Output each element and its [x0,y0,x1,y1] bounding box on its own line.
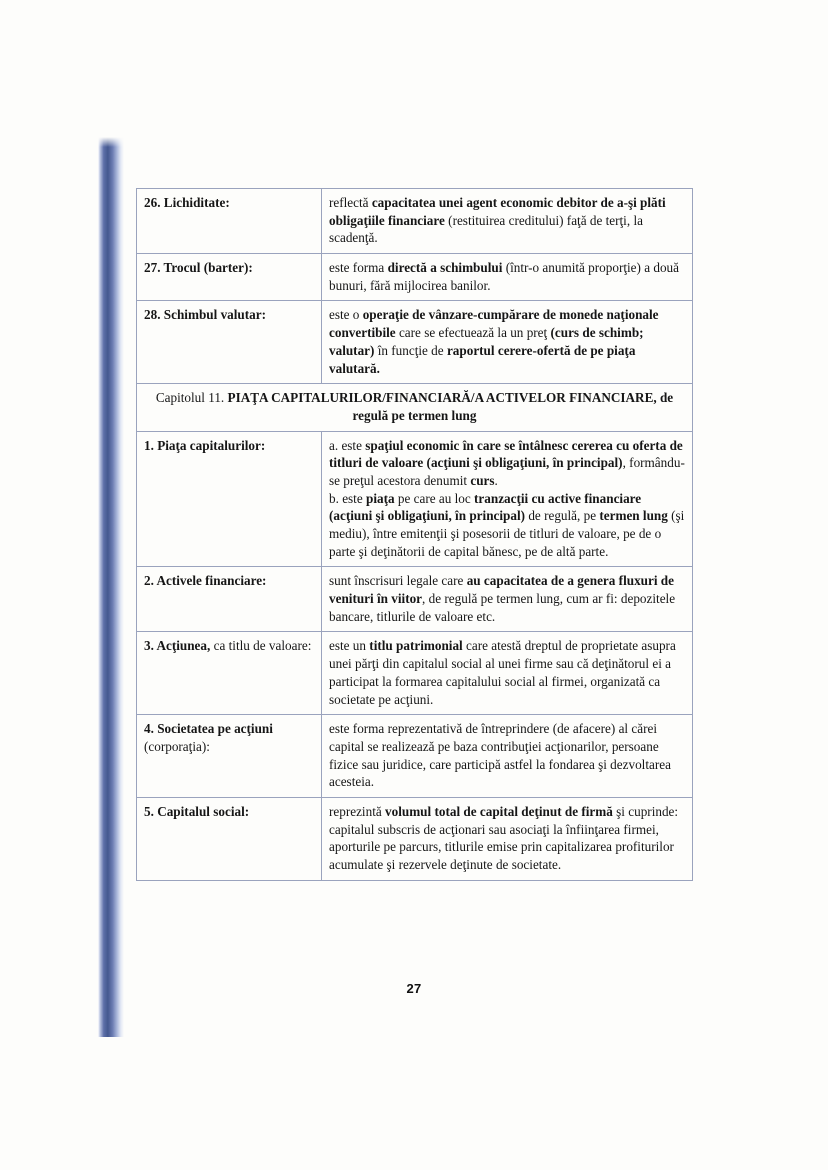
chapter-heading-cell [137,384,693,431]
page-number: 27 [406,981,422,996]
glossary-term-qualifier: ca titlu de valoare: [210,638,312,654]
glossary-definition-cell: este forma reprezentativă de întreprindere (de afacere) al cărei capital se realizează pe baza contribuţiei acţionarilor, persoane fizice sau juridice, care participă astfel la fondarea şi dezvoltarea acesteia. [322,715,693,798]
glossary-table-body [137,189,693,881]
chapter-label: Capitolul 11. [155,390,228,406]
glossary-term-label: 4. Societatea pe acţiuni [144,721,273,737]
glossary-term-cell [137,431,322,567]
book-spine-shadow [98,137,124,1037]
glossary-row [137,567,693,632]
glossary-term-cell [137,797,322,880]
chapter-title: PIAŢA CAPITALURILOR/FINANCIARĂ/A ACTIVELOR FINANCIARE, de regulă pe termen lung [227,390,674,423]
glossary-term-cell [137,254,322,301]
glossary-term-label: 3. Acţiunea, [144,638,211,654]
glossary-row [137,797,693,880]
glossary-row [137,632,693,715]
glossary-term-label: 2. Activele financiare: [144,573,267,589]
glossary-term-label: 5. Capitalul social: [144,803,250,819]
glossary-table [136,188,693,881]
glossary-definition-cell: sunt înscrisuri legale care au capacitatea de a genera fluxuri de venituri în viitor, de regulă pe termen lung, cum ar fi: depozitele bancare, titlurile de valoare etc. [322,567,693,632]
glossary-term-cell [137,189,322,254]
glossary-term-label: 26. Lichiditate: [144,195,230,210]
glossary-term-label: 1. Piaţa capitalurilor: [144,437,266,453]
glossary-term-label: 27. Trocul (barter): [144,260,253,276]
glossary-term-label: 28. Schimbul valutar: [144,307,266,323]
glossary-row [137,715,693,798]
glossary-term-cell [137,567,322,632]
glossary-definition-cell: este un titlu patrimonial care atestă dreptul de proprietate asupra unei părţi din capitalul social al unei firme sau că deţinătorul ei a participat la formarea capitalului social al firmei, organizată ca societate pe acţiuni. [322,632,693,715]
chapter-heading-row [137,384,693,431]
glossary-row [137,431,693,567]
glossary-row [137,189,693,254]
glossary-term-cell [137,632,322,715]
glossary-term-cell [137,301,322,384]
glossary-definition-cell: reflectă capacitatea unei agent economic debitor de a-şi plăti obligaţiile financiare (restituirea creditului) faţă de terţi, la scadenţă. [322,189,693,254]
glossary-row [137,254,693,301]
glossary-term-cell [137,715,322,798]
glossary-definition-cell: este forma directă a schimbului (într-o anumită proporţie) a două bunuri, fără mijlocirea banilor. [322,254,693,301]
glossary-definition-cell: reprezintă volumul total de capital deţinut de firmă şi cuprinde: capitalul subscris de acţionari sau asociaţi la înfiinţarea firmei, aporturile pe parcurs, titlurile emise prin capitalizarea profiturilor acumulate şi rezervele deţinute de societate. [322,797,693,880]
glossary-term-qualifier: (corporaţia): [144,738,210,754]
glossary-row [137,301,693,384]
glossary-definition-cell: este o operaţie de vânzare-cumpărare de monede naţionale convertibile care se efectuează la un preţ (curs de schimb; valutar) în funcţie de raportul cerere-ofertă de pe piaţa valutară. [322,301,693,384]
glossary-definition-cell: a. este spaţiul economic în care se întâlnesc cererea cu oferta de titluri de valoare (acţiuni şi obligaţiuni, în principal), formându-se preţul acestora denumit curs. b. este piaţa pe care au loc tranzacţii cu active financiare (acţiuni şi obligaţiuni, în principal) de regulă, pe termen lung (şi mediu), între emitenţii şi posesorii de titluri de valoare, pe de o parte şi deţinătorii de capital bănesc, pe de altă parte. [322,431,693,567]
